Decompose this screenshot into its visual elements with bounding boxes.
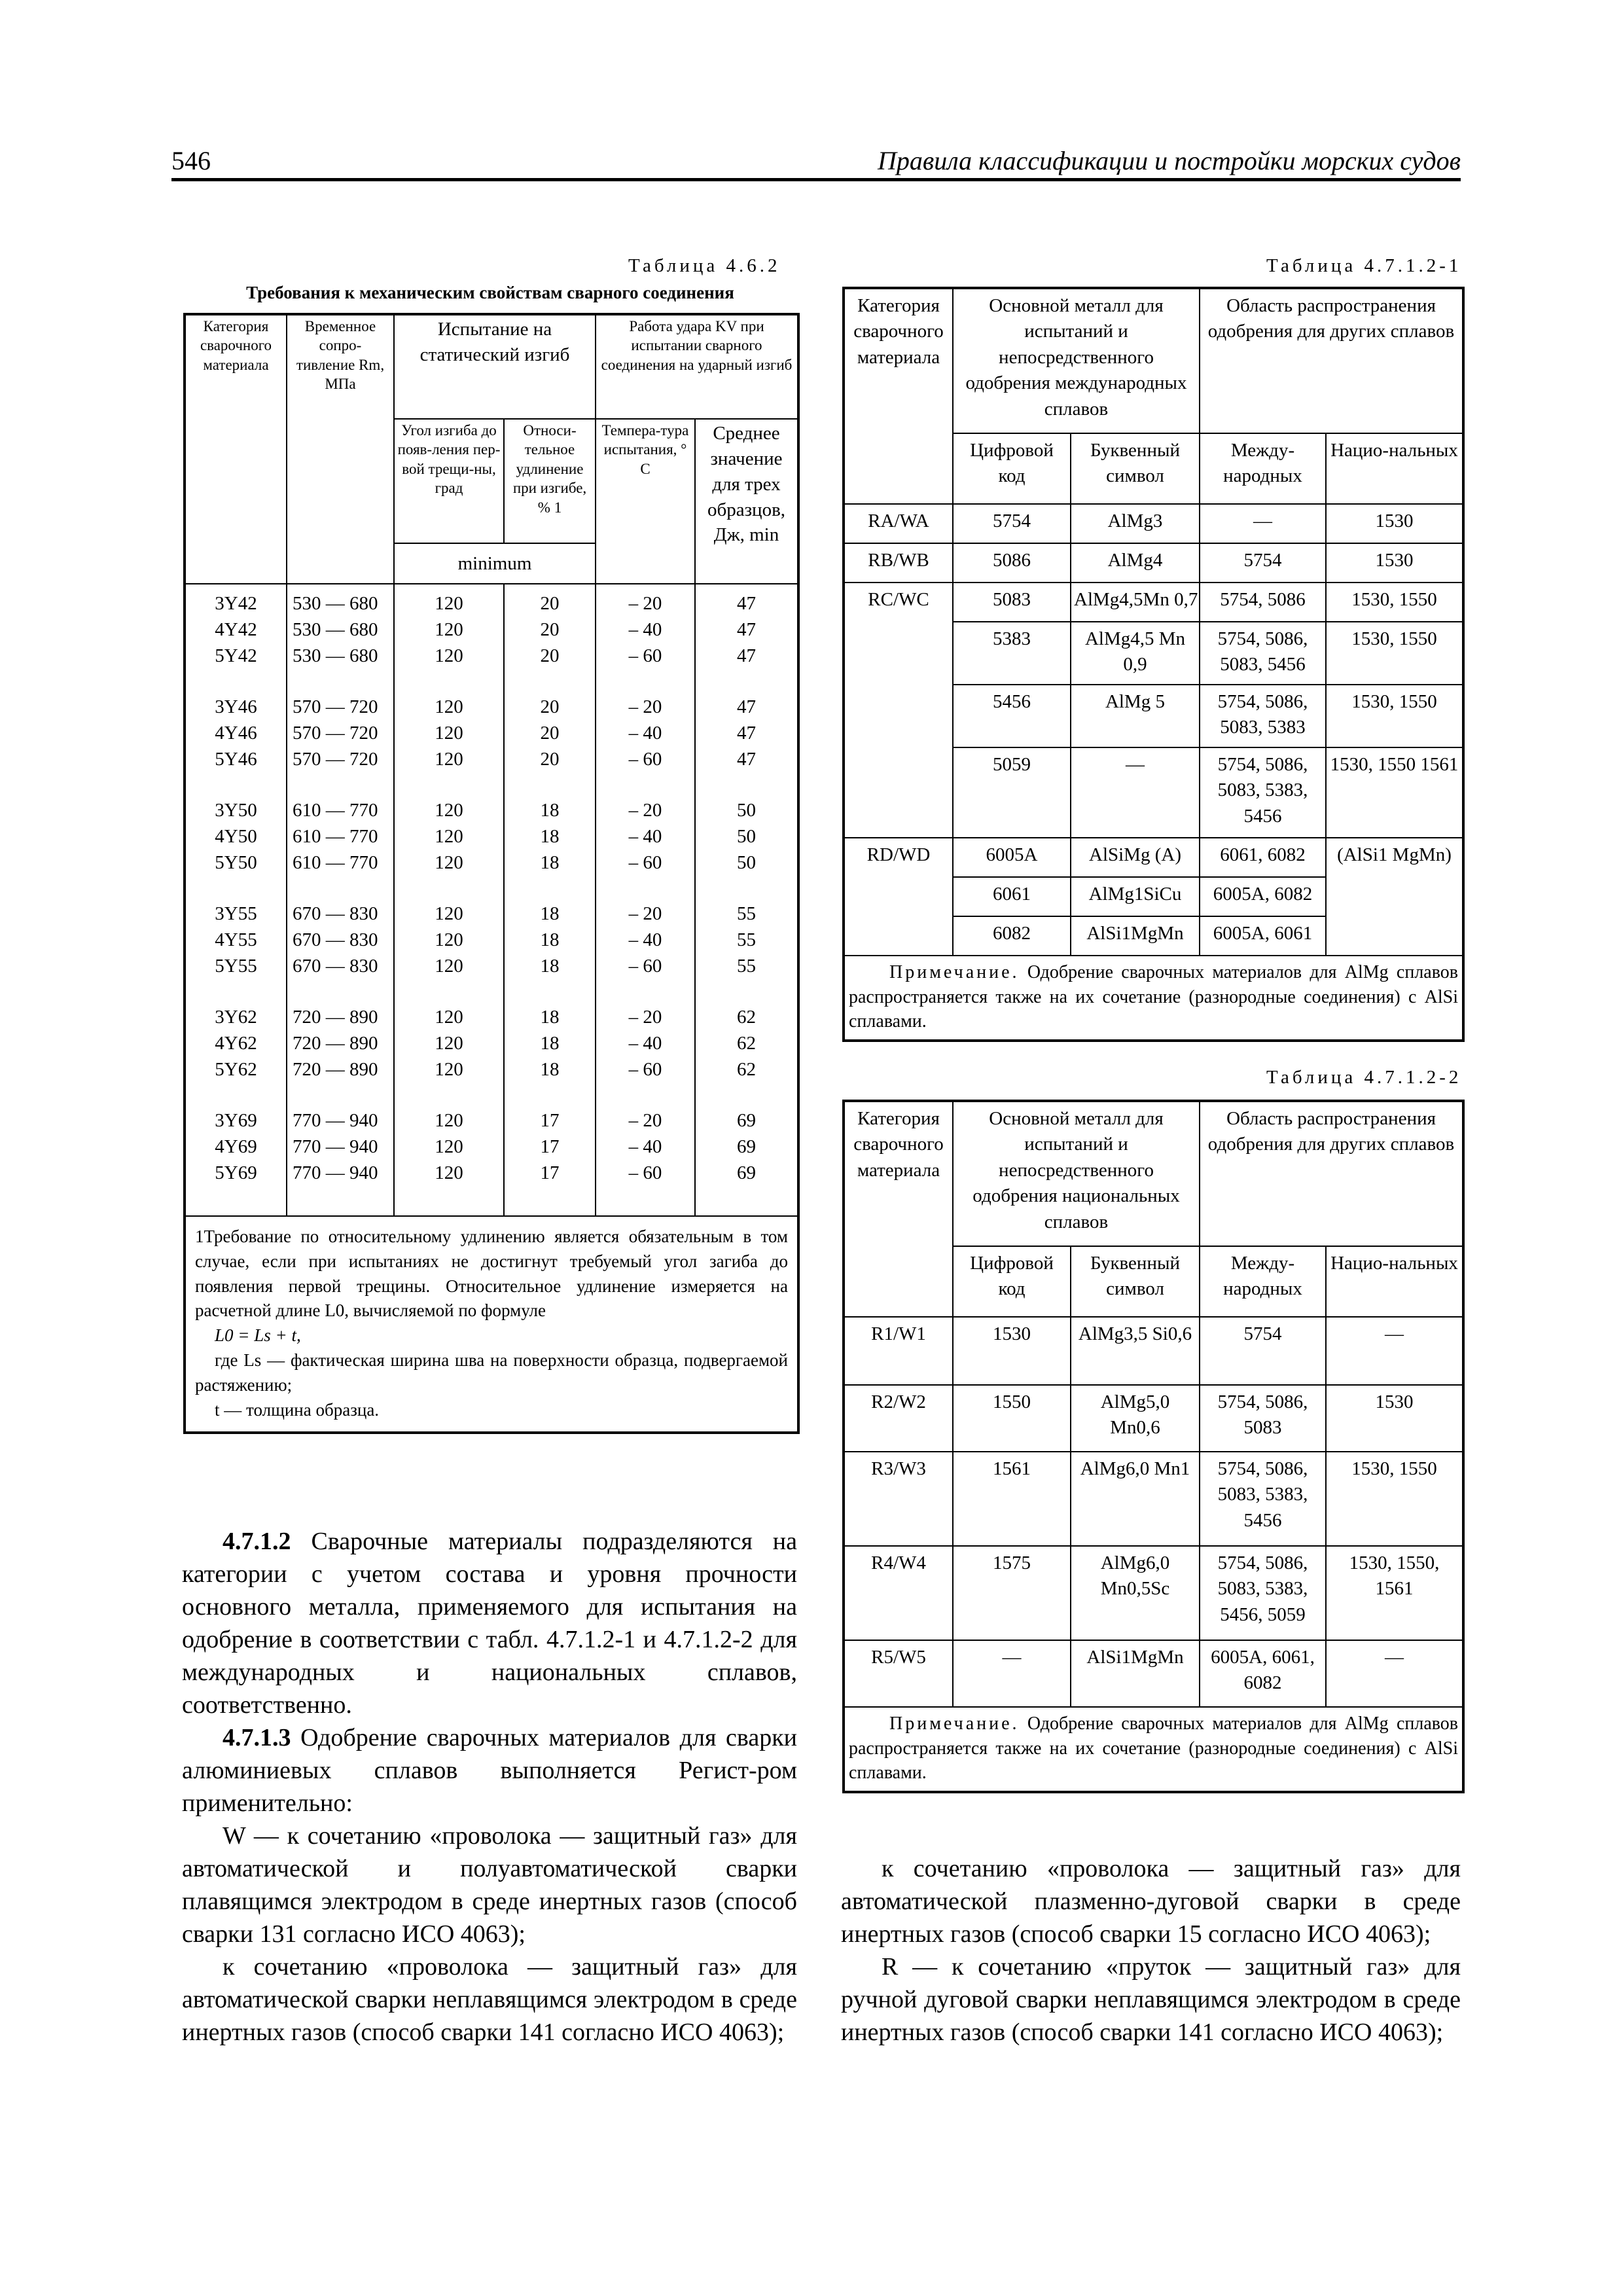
table-cell-angle: 120 <box>435 956 463 977</box>
data-group <box>293 1108 391 1187</box>
table-462-caption: Таблица 4.6.2 <box>628 255 781 276</box>
table-cell-temp: – 60 <box>628 749 662 770</box>
t47122-note-label: Примечание. <box>889 1713 1020 1734</box>
table-row-nat: 1530, 1550 <box>1326 583 1463 622</box>
table-cell-cat: 3Y62 <box>215 1007 257 1028</box>
table-cell-kv: 69 <box>737 1110 756 1131</box>
table-row-code: 1561 <box>953 1452 1071 1546</box>
table-cell-angle: 120 <box>435 696 463 717</box>
body-right-column <box>841 1852 1461 2049</box>
t462-col-temperature <box>596 584 695 1216</box>
t47122-note-text: Одобрение сварочных материалов для AlMg сплавов распространяется также на их сочетание (разнородные соединения) с AlSi сплавами. <box>849 1713 1459 1784</box>
table-row-nat: 1530, 1550 <box>1326 622 1463 685</box>
table-row-intl: 5754, 5086, 5083, 5383 <box>1200 685 1326 747</box>
table-row-code: 5083 <box>953 583 1071 622</box>
t462-head-category: Категория сварочного материала <box>185 314 287 584</box>
table-cell-tensile: 670 — 830 <box>293 956 378 977</box>
data-group <box>599 694 692 773</box>
data-group <box>507 798 592 876</box>
data-group <box>188 901 283 980</box>
t462-head-elongation: Относи-тельное удлинение при изгибе, % 1 <box>504 419 596 543</box>
table-cell-cat: 5Y62 <box>215 1059 257 1080</box>
table-row-nat: — <box>1326 1317 1463 1385</box>
table-cell-elong: 18 <box>540 852 560 873</box>
t47121-note-label: Примечание. <box>889 962 1020 982</box>
table-row-symbol: AlSi1MgMn <box>1071 916 1200 956</box>
table-cell-tensile: 720 — 890 <box>293 1059 378 1080</box>
table-row-code: 6061 <box>953 877 1071 916</box>
table-cell-tensile: 570 — 720 <box>293 749 378 770</box>
data-group <box>507 694 592 773</box>
page-header <box>171 145 1461 181</box>
table-cell-temp: – 20 <box>628 696 662 717</box>
table-cell-kv: 55 <box>737 956 756 977</box>
table-cell-angle: 120 <box>435 1110 463 1131</box>
table-cell-angle: 120 <box>435 826 463 847</box>
table-row-symbol: AlMg3,5 Si0,6 <box>1071 1317 1200 1385</box>
t47122-head-national: Нацио-нальных <box>1326 1246 1463 1317</box>
table-row-nat: 1530, 1550 <box>1326 685 1463 747</box>
table-row-intl: — <box>1200 504 1326 543</box>
table-cell-tensile: 670 — 830 <box>293 903 378 924</box>
t462-head-bend-angle: Угол изгиба до появ-ления пер-вой трещи-ны, град <box>394 419 504 543</box>
t462-head-static-bend: Испытание на статический изгиб <box>394 314 596 419</box>
table-row-symbol: AlSi1MgMn <box>1071 1640 1200 1707</box>
paragraph-4713-text: Одобрение сварочных материалов для сварки алюминиевых сплавов выполняется Регист-ром применительно: <box>182 1724 798 1817</box>
header-rule <box>171 178 1461 181</box>
table-cell-kv: 50 <box>737 852 756 873</box>
table-462 <box>183 313 800 1434</box>
table-row-symbol: AlMg 5 <box>1071 685 1200 747</box>
t462-head-tensile: Временное сопро-тивление Rm, МПа <box>287 314 394 584</box>
t47122-head-digital: Цифровой код <box>953 1246 1071 1317</box>
paragraph-4712-text: Сварочные материалы подразделяются на категории с учетом состава и уровня прочности основного металла, применяемого для испытания на одобрение в соответствии с табл. 4.7.1.2-1 и 4.7.1.2-2 для международных и национальных сплавов, соответственно. <box>182 1528 798 1719</box>
table-cell-tensile: 610 — 770 <box>293 826 378 847</box>
table-cell-kv: 55 <box>737 903 756 924</box>
table-row-intl: 5754, 5086, 5083, 5383, 5456 <box>1200 1452 1326 1546</box>
table-cell-angle: 120 <box>435 1007 463 1028</box>
table-cell-angle: 120 <box>435 852 463 873</box>
table-row-symbol: AlMg6,0 Mn0,5Sc <box>1071 1546 1200 1640</box>
table-cell-kv: 47 <box>737 619 756 640</box>
table-row-intl: 5754, 5086, 5083, 5456 <box>1200 622 1326 685</box>
table-cell-cat: 3Y69 <box>215 1110 257 1131</box>
table-cell-temp: – 60 <box>628 956 662 977</box>
table-cell-elong: 18 <box>540 956 560 977</box>
table-row-intl: 5754 <box>1200 1317 1326 1385</box>
table-cell-cat: 3Y50 <box>215 800 257 821</box>
table-cell-elong: 20 <box>540 645 560 666</box>
table-row-intl: 6005A, 6082 <box>1200 877 1326 916</box>
data-group <box>397 798 501 876</box>
t462-footnote-where: где Ls — фактическая ширина шва на поверхности образца, подвергаемой растяжению; <box>195 1350 788 1395</box>
paragraph-4713 <box>182 1721 797 1820</box>
table-cell-cat: 4Y62 <box>215 1033 257 1054</box>
table-row-symbol: — <box>1071 747 1200 838</box>
t47122-head-international: Между-народных <box>1200 1246 1326 1317</box>
running-title: Правила классификации и постройки морских судов <box>877 146 1461 175</box>
data-group <box>698 1005 794 1083</box>
data-group <box>698 591 794 670</box>
t47122-note <box>844 1707 1463 1792</box>
table-47121 <box>842 287 1465 1042</box>
table-row-nat: 1530 <box>1326 543 1463 583</box>
table-cell-kv: 62 <box>737 1007 756 1028</box>
t462-head-minimum: minimum <box>394 543 596 584</box>
data-group <box>507 901 592 980</box>
body-left-column <box>182 1525 797 2049</box>
t462-head-temperature: Темпера-тура испытания, ° С <box>596 419 695 584</box>
t462-col-elongation <box>504 584 596 1216</box>
table-row-cat <box>844 916 953 956</box>
table-cell-elong: 18 <box>540 1033 560 1054</box>
table-cell-cat: 3Y55 <box>215 903 257 924</box>
data-group <box>599 1108 692 1187</box>
t47121-note-text: Одобрение сварочных материалов для AlMg сплавов распространяется также на их сочетание (разнородные соединения) с AlSi сплавами. <box>849 962 1458 1032</box>
data-group <box>599 591 692 670</box>
data-group <box>698 901 794 980</box>
t462-col-kv <box>695 584 798 1216</box>
data-group <box>507 1108 592 1187</box>
data-group <box>397 1005 501 1083</box>
table-row-symbol: AlMg4,5Mn 0,7 <box>1071 583 1200 622</box>
t47121-note <box>844 956 1463 1041</box>
t462-footnote-p1: 1Требование по относительному удлинению является обязательным в том случае, если при испытаниях не достигнут требуемый угол загиба до появления первой трещины. Относительное удлинение измеряется на расчетной длине L0, вычисляемой по формуле <box>195 1227 788 1321</box>
data-group <box>397 901 501 980</box>
table-row-code: 6005A <box>953 838 1071 877</box>
table-cell-temp: – 40 <box>628 1033 662 1054</box>
table-row-code: 5086 <box>953 543 1071 583</box>
table-cell-kv: 69 <box>737 1136 756 1157</box>
table-cell-tensile: 770 — 940 <box>293 1110 378 1131</box>
table-cell-cat: 4Y55 <box>215 929 257 950</box>
paragraph-4712 <box>182 1525 797 1721</box>
table-row-code: 5059 <box>953 747 1071 838</box>
table-cell-angle: 120 <box>435 749 463 770</box>
table-row-cat: RD/WD <box>844 838 953 877</box>
table-cell-elong: 18 <box>540 929 560 950</box>
table-row-code: — <box>953 1640 1071 1707</box>
table-row-cat: R4/W4 <box>844 1546 953 1640</box>
t462-footnote-formula: L0 = Ls + t, <box>215 1325 301 1346</box>
table-cell-kv: 50 <box>737 800 756 821</box>
table-row-intl: 5754, 5086 <box>1200 583 1326 622</box>
table-cell-tensile: 570 — 720 <box>293 723 378 744</box>
table-cell-temp: – 20 <box>628 800 662 821</box>
t47122-head-letter: Буквенный символ <box>1071 1246 1200 1317</box>
table-row-code: 5456 <box>953 685 1071 747</box>
data-group <box>188 1005 283 1083</box>
table-47121-caption: Таблица 4.7.1.2-1 <box>1266 255 1462 276</box>
table-row-symbol: AlMg6,0 Mn1 <box>1071 1452 1200 1546</box>
table-row-nat: 1530, 1550, 1561 <box>1326 1546 1463 1640</box>
table-cell-angle: 120 <box>435 1136 463 1157</box>
table-cell-cat: 5Y69 <box>215 1162 257 1183</box>
table-cell-tensile: 670 — 830 <box>293 929 378 950</box>
table-cell-cat: 3Y42 <box>215 593 257 614</box>
table-cell-kv: 55 <box>737 929 756 950</box>
table-row-intl: 5754 <box>1200 543 1326 583</box>
table-row-symbol: AlMg4,5 Mn 0,9 <box>1071 622 1200 685</box>
data-group <box>293 591 391 670</box>
table-cell-elong: 18 <box>540 1007 560 1028</box>
data-group <box>188 798 283 876</box>
table-cell-cat: 5Y55 <box>215 956 257 977</box>
page-number: 546 <box>171 146 211 175</box>
table-cell-kv: 62 <box>737 1059 756 1080</box>
table-cell-kv: 47 <box>737 645 756 666</box>
table-cell-temp: – 40 <box>628 1136 662 1157</box>
table-cell-elong: 20 <box>540 749 560 770</box>
data-group <box>599 901 692 980</box>
table-row-intl: 5754, 5086, 5083 <box>1200 1385 1326 1452</box>
table-row-symbol: AlMg5,0 Mn0,6 <box>1071 1385 1200 1452</box>
table-cell-elong: 20 <box>540 723 560 744</box>
table-row-nat: 1530 <box>1326 1385 1463 1452</box>
table-row-nat: 1530, 1550 <box>1326 1452 1463 1546</box>
table-row-symbol: AlMg3 <box>1071 504 1200 543</box>
t47121-head-international: Между-народных <box>1200 433 1326 504</box>
t47121-head-letter: Буквенный символ <box>1071 433 1200 504</box>
table-row-nat: (AlSi1 MgMn) <box>1326 838 1463 956</box>
table-cell-kv: 62 <box>737 1033 756 1054</box>
t47121-head-base-metal: Основной металл для испытаний и непосредственного одобрения международных сплавов <box>953 288 1200 433</box>
table-cell-elong: 18 <box>540 903 560 924</box>
table-cell-angle: 120 <box>435 619 463 640</box>
table-cell-angle: 120 <box>435 929 463 950</box>
table-row-code: 1550 <box>953 1385 1071 1452</box>
data-group <box>698 1108 794 1187</box>
paragraph-plasma: к сочетанию «проволока — защитный газ» для автоматической плазменно-дуговой сварки в среде инертных газов (способ сварки 15 согласно ИСО 4063); <box>841 1855 1461 1948</box>
table-cell-temp: – 60 <box>628 645 662 666</box>
table-row-symbol: AlMg4 <box>1071 543 1200 583</box>
table-cell-angle: 120 <box>435 1033 463 1054</box>
data-group <box>397 591 501 670</box>
table-cell-angle: 120 <box>435 723 463 744</box>
table-row-code: 6082 <box>953 916 1071 956</box>
table-cell-elong: 18 <box>540 826 560 847</box>
table-row-cat: RC/WC <box>844 583 953 622</box>
table-cell-elong: 17 <box>540 1162 560 1183</box>
paragraph-r: R — к сочетанию «пруток — защитный газ» для ручной дуговой сварки неплавящимся электродом в среде инертных газов (способ сварки 141 согласно ИСО 4063); <box>841 1953 1461 2046</box>
table-cell-tensile: 530 — 680 <box>293 645 378 666</box>
table-cell-tensile: 610 — 770 <box>293 800 378 821</box>
data-group <box>188 1108 283 1187</box>
table-cell-angle: 120 <box>435 593 463 614</box>
table-cell-elong: 18 <box>540 800 560 821</box>
t462-head-average: Среднее значение для трех образцов, Дж, min <box>695 419 798 584</box>
table-row-cat: RA/WA <box>844 504 953 543</box>
data-group <box>293 1005 391 1083</box>
table-cell-temp: – 40 <box>628 723 662 744</box>
t47121-head-scope: Область распространения одобрения для других сплавов <box>1200 288 1463 433</box>
data-group <box>698 798 794 876</box>
section-number-4712: 4.7.1.2 <box>223 1528 291 1555</box>
data-group <box>188 591 283 670</box>
table-cell-tensile: 570 — 720 <box>293 696 378 717</box>
t462-head-impact: Работа удара KV при испытании сварного соединения на ударный изгиб <box>596 314 798 419</box>
table-row-cat: R5/W5 <box>844 1640 953 1707</box>
table-row-code: 5383 <box>953 622 1071 685</box>
table-cell-cat: 4Y42 <box>215 619 257 640</box>
table-row-intl: 6061, 6082 <box>1200 838 1326 877</box>
table-row-nat: 1530 <box>1326 504 1463 543</box>
data-group <box>397 1108 501 1187</box>
data-group <box>293 798 391 876</box>
table-row-symbol: AlMg1SiCu <box>1071 877 1200 916</box>
t462-col-category <box>185 584 287 1216</box>
table-cell-tensile: 610 — 770 <box>293 852 378 873</box>
t47122-head-scope: Область распространения одобрения для других сплавов <box>1200 1101 1463 1246</box>
table-cell-temp: – 40 <box>628 619 662 640</box>
table-row-nat: 1530, 1550 1561 <box>1326 747 1463 838</box>
table-cell-tensile: 770 — 940 <box>293 1162 378 1183</box>
table-cell-elong: 17 <box>540 1136 560 1157</box>
table-cell-tensile: 530 — 680 <box>293 619 378 640</box>
table-cell-tensile: 530 — 680 <box>293 593 378 614</box>
t462-footnote <box>185 1216 798 1433</box>
table-row-cat <box>844 622 953 685</box>
table-cell-temp: – 20 <box>628 903 662 924</box>
paragraph-w: W — к сочетанию «проволока — защитный газ» для автоматической и полуавтоматической сварки плавящимся электродом в среде инертных газов (способ сварки 131 согласно ИСО 4063); <box>182 1822 797 1948</box>
table-cell-tensile: 720 — 890 <box>293 1033 378 1054</box>
t47122-head-base-metal: Основной металл для испытаний и непосредственного одобрения национальных сплавов <box>953 1101 1200 1246</box>
table-cell-temp: – 20 <box>628 1110 662 1131</box>
section-number-4713: 4.7.1.3 <box>223 1724 291 1751</box>
table-cell-temp: – 40 <box>628 826 662 847</box>
table-cell-temp: – 40 <box>628 929 662 950</box>
table-cell-cat: 5Y50 <box>215 852 257 873</box>
table-47122-caption: Таблица 4.7.1.2-2 <box>1266 1067 1462 1088</box>
data-group <box>599 1005 692 1083</box>
table-cell-temp: – 60 <box>628 1162 662 1183</box>
table-row-symbol: AlSiMg (A) <box>1071 838 1200 877</box>
table-cell-angle: 120 <box>435 903 463 924</box>
table-cell-cat: 3Y46 <box>215 696 257 717</box>
table-row-nat: — <box>1326 1640 1463 1707</box>
table-row-cat: R2/W2 <box>844 1385 953 1452</box>
table-row-code: 5754 <box>953 504 1071 543</box>
table-cell-elong: 18 <box>540 1059 560 1080</box>
table-cell-tensile: 770 — 940 <box>293 1136 378 1157</box>
data-group <box>397 694 501 773</box>
table-row-intl: 6005A, 6061, 6082 <box>1200 1640 1326 1707</box>
table-462-title: Требования к механическим свойствам сварного соединения <box>246 283 734 302</box>
data-group <box>507 1005 592 1083</box>
table-row-code: 1575 <box>953 1546 1071 1640</box>
table-cell-kv: 47 <box>737 593 756 614</box>
table-cell-elong: 20 <box>540 696 560 717</box>
t462-col-angle <box>394 584 504 1216</box>
data-group <box>293 694 391 773</box>
data-group <box>599 798 692 876</box>
data-group <box>188 694 283 773</box>
table-cell-elong: 20 <box>540 593 560 614</box>
table-cell-angle: 120 <box>435 1162 463 1183</box>
table-cell-kv: 47 <box>737 723 756 744</box>
table-47122 <box>842 1100 1465 1793</box>
table-cell-cat: 4Y50 <box>215 826 257 847</box>
table-row-cat <box>844 877 953 916</box>
data-group <box>698 694 794 773</box>
table-cell-kv: 47 <box>737 696 756 717</box>
table-cell-cat: 5Y42 <box>215 645 257 666</box>
table-cell-cat: 5Y46 <box>215 749 257 770</box>
t47121-head-category: Категория сварочного материала <box>844 288 953 504</box>
table-row-intl: 5754, 5086, 5083, 5383, 5456 <box>1200 747 1326 838</box>
paragraph-wire-141: к сочетанию «проволока — защитный газ» для автоматической сварки неплавящимся электродом в среде инертных газов (способ сварки 141 согласно ИСО 4063); <box>182 1953 797 2046</box>
data-group <box>293 901 391 980</box>
table-cell-temp: – 60 <box>628 852 662 873</box>
t47122-head-category: Категория сварочного материала <box>844 1101 953 1317</box>
table-cell-angle: 120 <box>435 1059 463 1080</box>
table-row-cat <box>844 685 953 747</box>
table-row-cat <box>844 747 953 838</box>
table-cell-angle: 120 <box>435 645 463 666</box>
table-cell-temp: – 60 <box>628 1059 662 1080</box>
table-row-cat: R1/W1 <box>844 1317 953 1385</box>
table-row-cat: R3/W3 <box>844 1452 953 1546</box>
table-cell-tensile: 720 — 890 <box>293 1007 378 1028</box>
table-row-code: 1530 <box>953 1317 1071 1385</box>
t47121-head-digital: Цифровой код <box>953 433 1071 504</box>
table-cell-kv: 47 <box>737 749 756 770</box>
t47121-head-national: Нацио-нальных <box>1326 433 1463 504</box>
table-cell-kv: 50 <box>737 826 756 847</box>
table-cell-elong: 17 <box>540 1110 560 1131</box>
table-cell-elong: 20 <box>540 619 560 640</box>
data-group <box>507 591 592 670</box>
table-cell-cat: 4Y46 <box>215 723 257 744</box>
table-cell-kv: 69 <box>737 1162 756 1183</box>
table-cell-temp: – 20 <box>628 593 662 614</box>
table-cell-angle: 120 <box>435 800 463 821</box>
table-row-cat: RB/WB <box>844 543 953 583</box>
t462-footnote-t: t — толщина образца. <box>215 1399 380 1420</box>
table-row-intl: 6005A, 6061 <box>1200 916 1326 956</box>
table-cell-temp: – 20 <box>628 1007 662 1028</box>
t462-col-tensile <box>287 584 394 1216</box>
table-cell-cat: 4Y69 <box>215 1136 257 1157</box>
table-row-intl: 5754, 5086, 5083, 5383, 5456, 5059 <box>1200 1546 1326 1640</box>
